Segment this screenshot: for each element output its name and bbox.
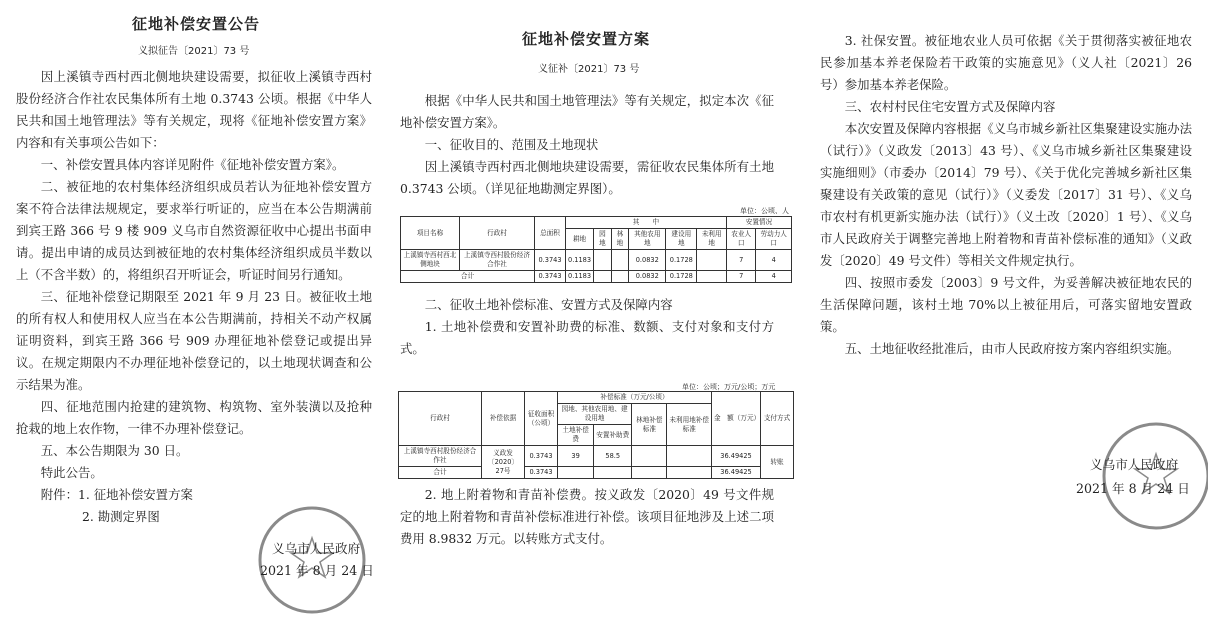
- table-cell: 上溪镇寺西村股份经济合作社: [399, 446, 482, 467]
- table-cell: 0.1728: [666, 250, 697, 271]
- plan-continued-page: [800, 0, 1208, 629]
- plan-signer: 义乌市人民政府: [1090, 457, 1179, 472]
- table2-unit: 单位：公顷；万元/公顷；万元: [682, 383, 776, 391]
- table-cell: 36.49425: [712, 446, 761, 467]
- plan-section-3-text: 本次安置及保障内容根据《义乌市城乡新社区集聚建设实施办法（试行）》（义政发〔2013〕43 号）、《义乌市城乡新社区集聚建设实施细则》（市委办〔2014〕79 号）、《关于优化完善城乡新社区集聚建设有关政策的意见（试行）》（义委发〔2017〕31 号）、《义乌市农村有机更新实施办法（试行）》（义土改〔2020〕1 号）、《义乌市人民政府关于调整完善地上附着物和青苗补偿标准的通知》（义政发〔2020〕49 号文件）等相关文件规定执行。: [820, 121, 1192, 268]
- compensation-table: [398, 391, 794, 479]
- table-cell: 0.3743: [525, 467, 558, 479]
- table-cell: 0.1728: [666, 271, 697, 283]
- plan-section-heading: 二、征收土地补偿标准、安置方式及保障内容: [424, 297, 673, 312]
- notice-paragraph: 二、被征地的农村集体经济组织成员若认为征地补偿安置方案不符合法律法规规定，要求举行听证的，应当在本公告期满前到宾王路 366 号 9 楼 909 义乌市自然资源征收中心提出书面申请。提出申请的成员达到被征地的农村集体经济组织成员半数以上（不含半数）的，将组织召开听证会，听证时间另行通知。: [16, 179, 372, 282]
- table-cell: 0.1183: [566, 271, 594, 283]
- table-cell: 58.5: [594, 446, 632, 467]
- table-header: 未利用地补偿标准: [667, 404, 712, 446]
- table-header: 园地: [594, 229, 612, 250]
- table-header: 补偿标准（万元/公顷）: [558, 392, 712, 404]
- table-header: 金 额（万元）: [712, 392, 761, 446]
- table-row: [399, 467, 794, 479]
- table-header: 安置补助费: [594, 425, 632, 446]
- plan-page: [396, 0, 796, 629]
- notice-paragraph: 五、本公告期限为 30 日。: [40, 443, 189, 458]
- plan-date: 2021 年 8 月 24 日: [1076, 481, 1190, 496]
- notice-title: 征地补偿安置公告: [132, 15, 261, 33]
- plan-section-heading: 三、农村村民住宅安置方式及保障内容: [844, 99, 1056, 114]
- notice-doc-number: 义拟征告〔2021〕73 号: [138, 46, 250, 57]
- table-header: 园地、其他农用地、建设用地: [558, 404, 632, 425]
- notice-attachment-1: 附件：1. 征地补偿安置方案: [40, 487, 193, 502]
- table-cell: 4: [756, 250, 792, 271]
- table-cell: 上溪镇寺西村股份经济合作社: [460, 250, 535, 271]
- notice-paragraph: 特此公告。: [40, 465, 103, 480]
- official-seal-icon: [1100, 420, 1208, 532]
- notice-paragraph: 四、征地范围内抢建的建筑物、构筑物、室外装潢以及抢种抢栽的地上农作物，一律不办理补偿登记。: [16, 399, 372, 436]
- table-cell: 0.3743: [525, 446, 558, 467]
- table-cell: 上溪镇寺西村西北侧地块: [401, 250, 460, 271]
- notice-attachment-2: 2. 勘测定界图: [82, 509, 160, 524]
- table-header: 土地补偿费: [558, 425, 594, 446]
- table-cell: 0.0832: [629, 271, 666, 283]
- table-header: 支付方式: [761, 392, 794, 446]
- table-row: [399, 446, 794, 467]
- notice-signer: 义乌市人民政府: [272, 541, 361, 556]
- table-cell: 合计: [401, 271, 535, 283]
- table-header: 其他农用地: [629, 229, 666, 250]
- table-cell: [697, 271, 727, 283]
- table-cell: [632, 467, 667, 479]
- table-header: 行政村: [460, 217, 535, 250]
- table-cell: [611, 271, 629, 283]
- table1-unit: 单位：公顷、人: [740, 207, 789, 215]
- table-header: 劳动力人口: [756, 229, 792, 250]
- table-header: 安置情况: [726, 217, 791, 229]
- plan-section-heading: 一、征收目的、范围及土地现状: [424, 137, 599, 152]
- table-cell: [558, 467, 594, 479]
- table-header: 农业人口: [726, 229, 756, 250]
- notice-date: 2021 年 8 月 24 日: [260, 563, 374, 578]
- table-cell: 0.0832: [629, 250, 666, 271]
- table-cell: [594, 250, 612, 271]
- notice-body: [16, 66, 372, 528]
- table-cell: 7: [726, 271, 756, 283]
- table-cell: 0.3743: [535, 250, 566, 271]
- plan-section-5-text: 五、土地征收经批准后，由市人民政府按方案内容组织实施。: [844, 341, 1180, 356]
- notice-paragraph: 因上溪镇寺西村西北侧地块建设需要，拟征收上溪镇寺西村股份经济合作社农民集体所有土地 0.3743 公顷。根据《中华人民共和国土地管理法》等有关规定，现将《征地补偿安置方案》内容和有关事项公告如下：: [16, 69, 372, 150]
- plan-intro: 根据《中华人民共和国土地管理法》等有关规定，拟定本次《征地补偿安置方案》。: [400, 93, 774, 130]
- plan-social-security: 3. 社保安置。被征地农业人员可依据《关于贯彻落实被征地农民参加基本养老保险若干政策的实施意见》（义人社〔2021〕26 号）参加基本养老保险。: [820, 33, 1192, 92]
- table-cell: 合计: [399, 467, 482, 479]
- table-header: 征收面积（公顷）: [525, 392, 558, 446]
- table-cell: [632, 446, 667, 467]
- plan-item-2: 2. 地上附着物和青苗补偿费。按义政发〔2020〕49 号文件规定的地上附着物和青苗补偿标准进行补偿。该项目征地涉及上述二项费用 8.9832 万元。以转账方式支付。: [400, 487, 774, 546]
- table-cell: 0.1183: [566, 250, 594, 271]
- table-header: 行政村: [399, 392, 482, 446]
- table-header: 总面积: [535, 217, 566, 250]
- table-cell: [667, 446, 712, 467]
- plan-doc-number: 义征补〔2021〕73 号: [538, 64, 640, 75]
- plan-section-1: [400, 90, 774, 200]
- table-header: 补偿依据: [482, 392, 525, 446]
- table-cell: 0.3743: [535, 271, 566, 283]
- table-cell: 转账: [761, 446, 794, 479]
- table-cell: 7: [726, 250, 756, 271]
- table-cell: 36.49425: [712, 467, 761, 479]
- table-header: 林地: [611, 229, 629, 250]
- table-cell: [594, 271, 612, 283]
- table-header: 林地补偿标准: [632, 404, 667, 446]
- plan-continued-body: [820, 30, 1192, 360]
- notice-paragraph: 一、补偿安置具体内容详见附件《征地补偿安置方案》。: [40, 157, 345, 172]
- table-row: [401, 271, 792, 283]
- notice-page: [0, 0, 392, 629]
- table-cell: 4: [756, 271, 792, 283]
- table-header: 项目名称: [401, 217, 460, 250]
- notice-paragraph: 三、征地补偿登记期限至 2021 年 9 月 23 日。被征收土地的所有权人和使用权人应当在本公告期满前，持相关不动产权属证明资料，到宾王路 366 号 909 办理征地补偿登记或提出异议。在规定期限内不办理征地补偿登记的，以土地现状调查和公示结果为准。: [16, 289, 372, 392]
- table-cell: [611, 250, 629, 271]
- table-header: 未利用地: [697, 229, 727, 250]
- table-row: [401, 250, 792, 271]
- table-cell: 39: [558, 446, 594, 467]
- table-cell: [594, 467, 632, 479]
- plan-section-2: [400, 294, 774, 360]
- plan-section-text: 因上溪镇寺西村西北侧地块建设需要，需征收农民集体所有土地 0.3743 公顷。（详见征地勘测定界图）。: [400, 159, 774, 196]
- table-header: 建设用地: [666, 229, 697, 250]
- table-cell: [697, 250, 727, 271]
- table-header: 耕地: [566, 229, 594, 250]
- plan-section-4-text: 四、按照市委发〔2003〕9 号文件，为妥善解决被征地农民的生活保障问题，该村土地 70%以上被征用后，可落实留地安置政策。: [820, 275, 1192, 334]
- plan-item-1: 1. 土地补偿费和安置补助费的标准、数额、支付对象和支付方式。: [400, 319, 774, 356]
- plan-item-2-block: [400, 484, 774, 550]
- table-cell: [667, 467, 712, 479]
- plan-title: 征地补偿安置方案: [522, 30, 651, 48]
- land-status-table: [400, 216, 792, 283]
- table-cell: 义政发〔2020〕27号: [482, 446, 525, 479]
- table-header: 其 中: [566, 217, 727, 229]
